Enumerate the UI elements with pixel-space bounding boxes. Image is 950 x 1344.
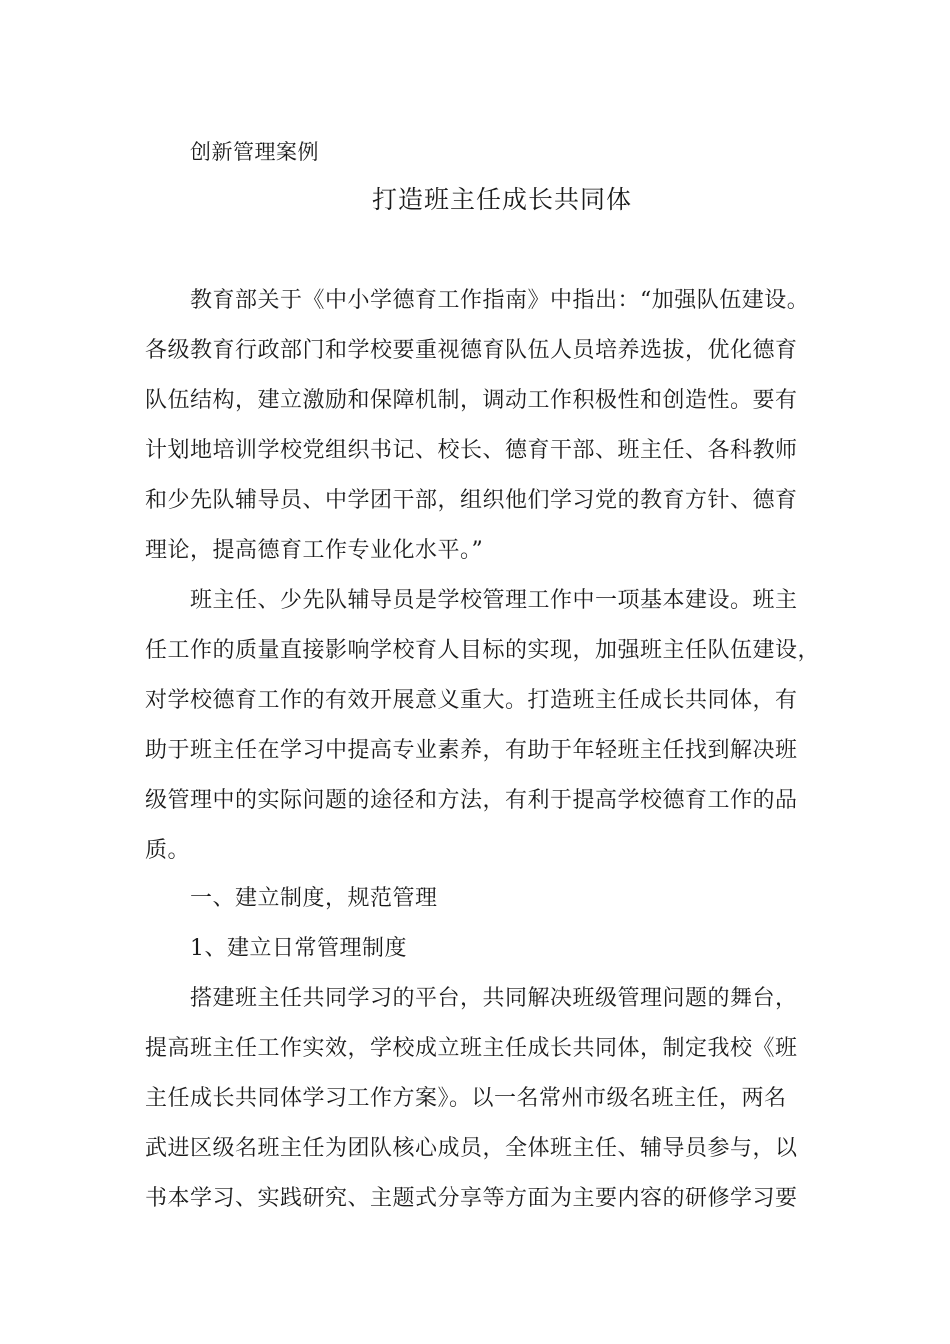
paragraph-1-line-6: 理论，提高德育工作专业化水平。” [145,538,484,563]
paragraph-2-line-5: 级管理中的实际问题的途径和方法，有利于提高学校德育工作的品 [145,788,798,813]
category-label: 创新管理案例 [190,140,319,164]
paragraph-3-line-4: 武进区级名班主任为团队核心成员，全体班主任、辅导员参与，以 [145,1136,798,1161]
paragraph-2-line-2: 任工作的质量直接影响学校育人目标的实现，加强班主任队伍建设， [145,638,821,663]
paragraph-2-line-4: 助于班主任在学习中提高专业素养，有助于年轻班主任找到解决班 [145,738,798,763]
paragraph-3-line-2: 提高班主任工作实效，学校成立班主任成长共同体，制定我校《班 [145,1036,798,1061]
subsection-heading: 1、建立日常管理制度 [190,936,407,961]
paragraph-2-line-3: 对学校德育工作的有效开展意义重大。打造班主任成长共同体，有 [145,688,798,713]
paragraph-1-line-2: 各级教育行政部门和学校要重视德育队伍人员培养选拔，优化德育 [145,338,798,363]
paragraph-1-line-3: 队伍结构，建立激励和保障机制，调动工作积极性和创造性。要有 [145,388,798,413]
paragraph-2-line-1: 班主任、少先队辅导员是学校管理工作中一项基本建设。班主 [190,588,798,613]
document-title: 打造班主任成长共同体 [371,185,632,214]
paragraph-1-line-4: 计划地培训学校党组织书记、校长、德育干部、班主任、各科教师 [145,438,798,463]
paragraph-3-line-1: 搭建班主任共同学习的平台，共同解决班级管理问题的舞台， [190,986,798,1011]
paragraph-1-line-5: 和少先队辅导员、中学团干部，组织他们学习党的教育方针、德育 [145,488,798,513]
paragraph-3-line-3: 主任成长共同体学习工作方案》。以一名常州市级名班主任，两名 [145,1086,787,1111]
section-heading: 一、建立制度，规范管理 [190,886,438,911]
paragraph-1-line-1: 教育部关于《中小学德育工作指南》中指出：“加强队伍建设。 [190,288,810,313]
paragraph-3-line-5: 书本学习、实践研究、主题式分享等方面为主要内容的研修学习要 [145,1186,798,1211]
paragraph-2-line-6: 质。 [145,838,191,863]
